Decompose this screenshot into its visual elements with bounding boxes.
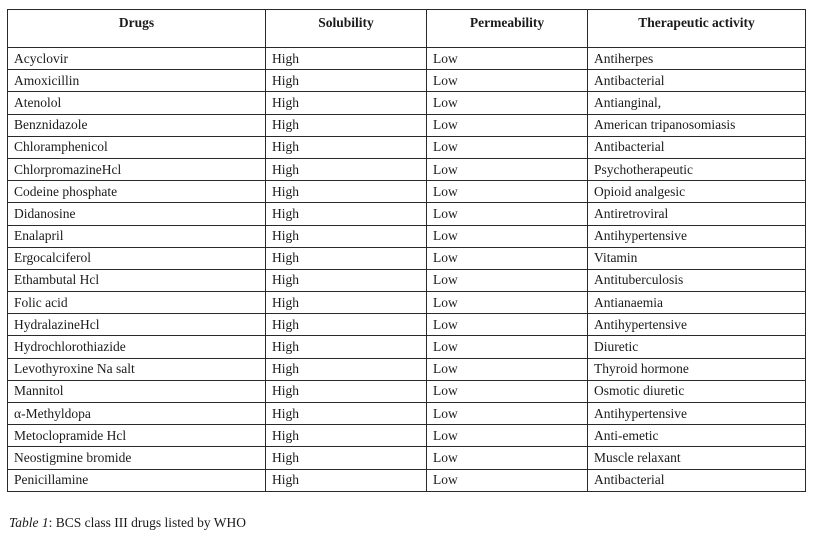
therapeutic-activity-cell: Antianginal, [588,92,806,114]
permeability-cell: Low [427,269,588,291]
drug-name-cell: Chloramphenicol [8,136,266,158]
table-row [8,247,806,269]
drug-name-cell: Folic acid [8,292,266,314]
bcs-drug-table [7,9,806,492]
table-row [8,469,806,491]
drug-name-cell: Hydrochlorothiazide [8,336,266,358]
drug-name-cell: Metoclopramide Hcl [8,425,266,447]
table-row [8,203,806,225]
therapeutic-activity-cell: American tripanosomiasis [588,114,806,136]
solubility-cell: High [266,314,427,336]
drug-name-cell: Levothyroxine Na salt [8,358,266,380]
therapeutic-activity-cell: Thyroid hormone [588,358,806,380]
table-row [8,70,806,92]
therapeutic-activity-cell: Opioid analgesic [588,181,806,203]
drug-name-cell: HydralazineHcl [8,314,266,336]
table-row [8,336,806,358]
therapeutic-activity-cell: Antihypertensive [588,314,806,336]
table-row [8,403,806,425]
solubility-cell: High [266,70,427,92]
solubility-cell: High [266,380,427,402]
solubility-cell: High [266,225,427,247]
therapeutic-activity-cell: Anti-emetic [588,425,806,447]
table-row [8,114,806,136]
permeability-cell: Low [427,225,588,247]
permeability-cell: Low [427,48,588,70]
table-row [8,92,806,114]
table-row [8,425,806,447]
therapeutic-activity-cell: Antibacterial [588,469,806,491]
table-row [8,292,806,314]
table-header-row [8,10,806,48]
solubility-cell: High [266,48,427,70]
table-row [8,181,806,203]
permeability-cell: Low [427,469,588,491]
table-row [8,225,806,247]
drug-name-cell: Enalapril [8,225,266,247]
drug-name-cell: Neostigmine bromide [8,447,266,469]
column-header-permeability: Permeability [427,10,588,48]
permeability-cell: Low [427,425,588,447]
drug-name-cell: Ethambutal Hcl [8,269,266,291]
therapeutic-activity-cell: Vitamin [588,247,806,269]
therapeutic-activity-cell: Antihypertensive [588,225,806,247]
permeability-cell: Low [427,114,588,136]
permeability-cell: Low [427,158,588,180]
drug-name-cell: Acyclovir [8,48,266,70]
table-row [8,447,806,469]
permeability-cell: Low [427,181,588,203]
solubility-cell: High [266,181,427,203]
solubility-cell: High [266,158,427,180]
table-caption [9,515,246,531]
permeability-cell: Low [427,292,588,314]
drug-name-cell: Ergocalciferol [8,247,266,269]
caption-label: Table 1 [9,515,49,530]
drug-name-cell: Codeine phosphate [8,181,266,203]
drug-name-cell: Benznidazole [8,114,266,136]
solubility-cell: High [266,247,427,269]
solubility-cell: High [266,469,427,491]
therapeutic-activity-cell: Antianaemia [588,292,806,314]
permeability-cell: Low [427,92,588,114]
therapeutic-activity-cell: Osmotic diuretic [588,380,806,402]
table-row [8,158,806,180]
therapeutic-activity-cell: Antibacterial [588,136,806,158]
permeability-cell: Low [427,380,588,402]
solubility-cell: High [266,292,427,314]
column-header-drugs: Drugs [8,10,266,48]
solubility-cell: High [266,425,427,447]
table-body [8,48,806,492]
permeability-cell: Low [427,247,588,269]
drug-name-cell: Amoxicillin [8,70,266,92]
table-row [8,136,806,158]
therapeutic-activity-cell: Antituberculosis [588,269,806,291]
drug-name-cell: Didanosine [8,203,266,225]
therapeutic-activity-cell: Muscle relaxant [588,447,806,469]
column-header-therapeutic-activity: Therapeutic activity [588,10,806,48]
therapeutic-activity-cell: Antiretroviral [588,203,806,225]
caption-text: : BCS class III drugs listed by WHO [48,515,247,530]
drug-name-cell: Atenolol [8,92,266,114]
permeability-cell: Low [427,336,588,358]
drug-name-cell: ChlorpromazineHcl [8,158,266,180]
solubility-cell: High [266,403,427,425]
table-row [8,269,806,291]
table-row [8,380,806,402]
permeability-cell: Low [427,403,588,425]
drug-table-container [7,9,805,492]
therapeutic-activity-cell: Antibacterial [588,70,806,92]
drug-name-cell: α-Methyldopa [8,403,266,425]
therapeutic-activity-cell: Antihypertensive [588,403,806,425]
therapeutic-activity-cell: Diuretic [588,336,806,358]
permeability-cell: Low [427,358,588,380]
solubility-cell: High [266,203,427,225]
drug-name-cell: Mannitol [8,380,266,402]
table-row [8,358,806,380]
permeability-cell: Low [427,70,588,92]
table-row [8,48,806,70]
solubility-cell: High [266,269,427,291]
solubility-cell: High [266,92,427,114]
permeability-cell: Low [427,203,588,225]
solubility-cell: High [266,336,427,358]
solubility-cell: High [266,114,427,136]
therapeutic-activity-cell: Psychotherapeutic [588,158,806,180]
therapeutic-activity-cell: Antiherpes [588,48,806,70]
solubility-cell: High [266,358,427,380]
permeability-cell: Low [427,314,588,336]
column-header-solubility: Solubility [266,10,427,48]
drug-name-cell: Penicillamine [8,469,266,491]
permeability-cell: Low [427,136,588,158]
permeability-cell: Low [427,447,588,469]
solubility-cell: High [266,136,427,158]
solubility-cell: High [266,447,427,469]
table-row [8,314,806,336]
